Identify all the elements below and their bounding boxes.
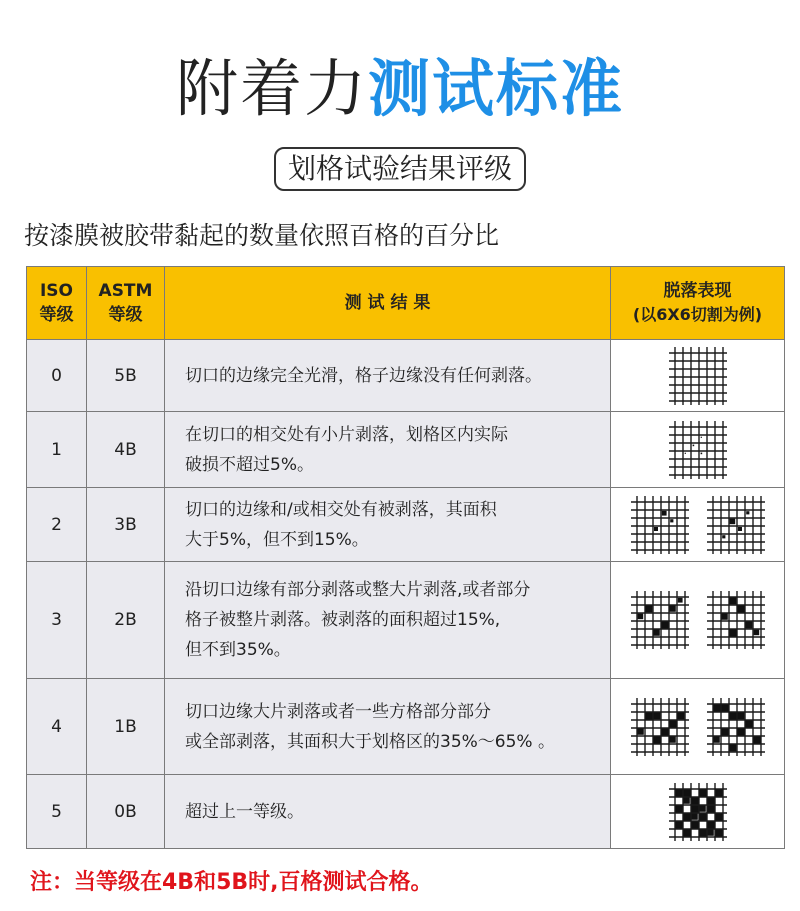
iso-header-line1: ISO [39,281,74,301]
peeled-area [738,527,742,531]
description-line: 但不到35%。 [185,640,291,660]
peeled-area [675,821,683,829]
crosshatch-grid-icon [707,591,765,649]
description-line: 超过上一等级。 [185,801,304,822]
col-header-result: 测 试 结 果 [165,267,611,340]
peel-illustration-cell [611,412,785,488]
table-header-row [27,267,785,340]
peeled-area [683,789,691,797]
peeled-area [661,510,666,515]
peeled-area [753,630,759,636]
astm-grade-cell: 4B [87,412,165,488]
peeled-area [715,813,723,821]
iso-grade-cell: 4 [27,679,87,775]
description-line: 或全部剥落，其面积大于划格区的35%～65% 。 [185,731,555,752]
peeled-area [653,629,659,635]
peeled-area [722,535,725,538]
peel-illustration-box [611,591,784,649]
peeled-area [645,605,652,612]
peeled-area [707,829,713,835]
peeled-area [729,712,737,720]
crosshatch-grid-icon [631,496,689,554]
peel-illustration-cell [611,562,785,679]
peeled-area [707,821,715,829]
peeled-area [683,797,689,803]
peeled-area [669,720,677,728]
description-line: 沿切口边缘有部分剥落或整大片剥落,或者部分 [185,580,531,600]
peel-illustration-box [611,421,784,479]
peeled-area [654,527,658,531]
crosshatch-grid-icon [707,698,765,756]
peeled-area [684,452,685,453]
peeled-area [699,813,707,821]
peeled-area [645,712,653,720]
peeled-area [721,728,729,736]
crosshatch-grid-icon [631,591,689,649]
table-row [27,562,785,679]
result-description-cell [165,775,611,849]
description-line: 大于5%，但不到15%。 [185,529,369,550]
peeled-area [692,444,694,446]
peel-illustration-box [611,347,784,405]
peeled-area [691,813,697,819]
peeled-area [661,621,669,629]
peeled-area [746,511,749,514]
astm-header-line1: ASTM [98,281,153,301]
peeled-area [699,789,707,797]
peeled-area [637,614,643,620]
peel-illustration-cell [611,488,785,562]
peeled-area [691,821,699,829]
table-row [27,679,785,775]
peeled-area [653,712,660,719]
peeled-area [721,704,729,712]
peeled-area [653,736,661,744]
title-part2: 测试标准 [368,52,625,125]
description-line: 破损不超过5%。 [185,454,314,475]
peeled-area [715,789,723,797]
peeled-area [707,805,715,813]
note-text: 注：当等级在4B和5B时,百格测试合格。 [30,870,433,895]
col-header-iso [27,267,87,340]
peeled-area [729,744,736,751]
astm-grade-cell: 1B [87,679,165,775]
description-line: 切口边缘大片剥落或者一些方格部分部分 [185,701,491,722]
peeled-area [670,519,673,522]
peeled-area [700,436,701,437]
peeled-area [675,789,683,797]
iso-header-line2: 等级 [39,305,74,325]
table-body [27,340,785,849]
description-line: 在切口的相交处有小片剥落，划格区内实际 [185,424,508,445]
crosshatch-grid-icon [631,698,689,756]
peeled-area [707,797,715,805]
intro-text: 按漆膜被胶带黏起的数量依照百格的百分比 [24,221,500,250]
peeled-area [675,805,683,813]
iso-grade-cell: 2 [27,488,87,562]
table-row [27,412,785,488]
page-title [0,44,800,134]
peeled-area [737,728,745,736]
peeled-area [683,829,691,837]
iso-grade-cell: 3 [27,562,87,679]
peeled-area [745,621,752,628]
peeled-area [713,704,721,712]
description-line: 格子被整片剥落。被剥落的面积超过15%, [185,610,501,630]
table-row [27,340,785,412]
peel-illustration-cell [611,775,785,849]
astm-grade-cell: 3B [87,488,165,562]
crosshatch-grid-icon [669,783,727,841]
astm-grade-cell: 0B [87,775,165,849]
peeled-area [713,736,719,742]
col-header-astm [87,267,165,340]
subtitle: 划格试验结果评级 [274,147,526,191]
peeled-area [699,829,707,837]
iso-grade-cell: 1 [27,412,87,488]
peeled-area [669,736,675,742]
col-header-peel [611,267,785,340]
peel-illustration-cell [611,679,785,775]
iso-grade-cell: 0 [27,340,87,412]
table-row [27,775,785,849]
result-description-cell [165,340,611,412]
peeled-area [700,452,702,454]
peeled-area [721,613,727,619]
peeled-area [677,712,684,719]
peeled-area [737,605,745,613]
astm-grade-cell: 2B [87,562,165,679]
description-line: 切口的边缘完全光滑，格子边缘没有任何剥落。 [185,365,542,386]
result-description-cell [165,562,611,679]
peeled-area [737,712,744,719]
peeled-area [715,829,723,837]
grade-table [26,266,785,849]
peeled-area [677,598,682,603]
peeled-area [669,605,675,611]
peeled-area [637,728,643,734]
peeled-area [729,629,737,637]
peeled-area [729,597,736,604]
peel-illustration-cell [611,340,785,412]
title-part1: 附着力 [175,52,368,125]
peel-header-line2: (以6X6切割为例) [632,305,763,324]
peeled-area [745,720,753,728]
peel-illustration-box [611,496,784,554]
astm-grade-cell: 5B [87,340,165,412]
peeled-area [691,797,699,805]
result-description-cell [165,488,611,562]
result-description-cell [165,412,611,488]
astm-header-line2: 等级 [108,305,143,325]
iso-grade-cell: 5 [27,775,87,849]
peeled-area [699,805,705,811]
peeled-area [691,805,699,813]
table-row [27,488,785,562]
peel-illustration-box [611,783,784,841]
peeled-area [683,813,691,821]
crosshatch-grid-icon [707,496,765,554]
subtitle-wrap [0,147,800,191]
crosshatch-grid-icon [669,347,727,405]
peeled-area [661,728,669,736]
crosshatch-grid-icon [669,421,727,479]
description-line: 切口的边缘和/或相交处有被剥落，其面积 [185,499,497,520]
peel-header-line1: 脱落表现 [663,281,732,301]
result-description-cell [165,679,611,775]
peeled-area [729,518,735,524]
peeled-area [753,736,761,744]
peel-illustration-box [611,698,784,756]
